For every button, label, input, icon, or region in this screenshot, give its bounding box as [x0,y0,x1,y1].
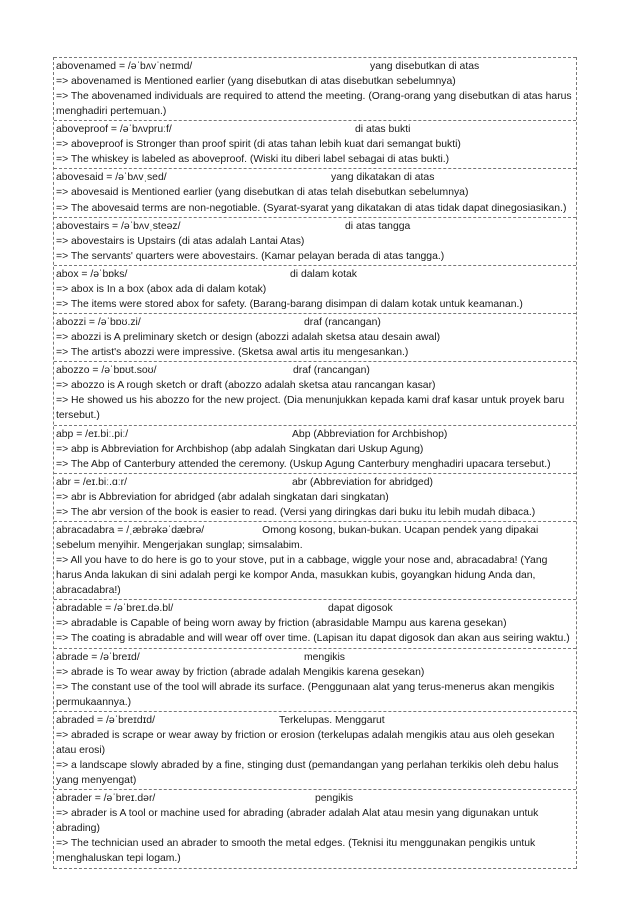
entry-example: => All you have to do here is go to your stove, put in a cabbage, wiggle your nose and, abracadabra! (Yang harus Anda lakukan di sini adalah pergi ke kompor Anda, masukkan kubis, goyangkan hidung Anda dan, abracadabra!) [56,555,548,597]
entry-meaning: yang dikatakan di atas [331,172,435,184]
entry-meaning: abr (Abbreviation for abridged) [292,476,433,488]
entry-word: abrader = /əˈbreɪ.dər/ [56,793,156,805]
entry-example: => The artist's abozzi were impressive. (Sketsa awal artis itu mengesankan.) [56,347,409,359]
entry-example: => The abr version of the book is easier to read. (Versi yang diringkas dari buku itu lebih mudah dibaca.) [56,506,536,518]
entry-definition: => abovesaid is Mentioned earlier (yang disebutkan di atas telah disebutkan sebelumnya) [56,187,469,199]
entry-abovesaid [54,168,576,216]
entry-word: abovenamed = /əˈbʌvˈneɪmd/ [56,61,193,72]
entry-abp [54,425,576,473]
entry-abox [54,265,576,313]
entry-example: => The servants' quarters were abovestairs. (Kamar pelayan berada di atas tangga.) [56,250,445,262]
entry-example: => The abovenamed individuals are required to attend the meeting. (Orang-orang yang disebutkan di atas harus menghadiri pertemuan.) [56,91,572,118]
entry-abozzi [54,313,576,361]
entry-word: abovestairs = /əˈbʌvˌsteəz/ [56,220,181,232]
entry-word: abracadabra = /ˌæbrəkəˈdæbrə/ [56,524,205,536]
entry-meaning: di dalam kotak [290,268,357,280]
entry-example: => The coating is abradable and will wear off over time. (Lapisan itu dapat digosok dan akan aus seiring waktu.) [56,633,570,645]
entry-definition: => abrade is To wear away by friction (abrade adalah Mengikis karena gesekan) [56,666,425,678]
entry-abracadabra [54,521,576,599]
entry-meaning: pengikis [315,793,354,805]
entry-definition: => abraded is scrape or wear away by friction or erosion (terkelupas adalah mengikis atau aus oleh gesekan atau erosi) [56,729,555,756]
entry-word: abozzo = /əˈbɒʊt.soʊ/ [56,365,157,377]
entry-definition: => abp is Abbreviation for Archbishop (abp adalah Singkatan dari Uskup Agung) [56,443,424,455]
entry-abraded [54,711,576,789]
entry-meaning: yang disebutkan di atas [370,61,480,72]
entry-example: => The Abp of Canterbury attended the ceremony. (Uskup Agung Canterbury menghadiri upacara tersebut.) [56,458,551,470]
entry-word: abr = /eɪ.biː.ɑːr/ [56,476,127,488]
entry-example: => The items were stored abox for safety. (Barang-barang disimpan di dalam kotak untuk keamanan.) [56,298,523,310]
entry-abradable [54,599,576,647]
entry-word: abrade = /əˈbreɪd/ [56,651,140,663]
entry-meaning: di atas tangga [345,220,411,232]
entry-definition: => abozzo is A rough sketch or draft (abozzo adalah sketsa atau rancangan kasar) [56,380,436,392]
entry-definition: => aboveproof is Stronger than proof spirit (di atas tahan lebih kuat dari semangat bukti) [56,139,461,151]
entry-word: abradable = /əˈbreɪ.də.bl/ [56,603,174,615]
entry-word: abox = /əˈbɒks/ [56,268,128,280]
entry-word: abp = /eɪ.biː.piː/ [56,428,129,440]
entry-definition: => abr is Abbreviation for abridged (abr adalah singkatan dari singkatan) [56,491,389,503]
entry-abozzo [54,361,576,424]
entry-definition: => abozzi is A preliminary sketch or design (abozzi adalah sketsa atau desain awal) [56,332,441,344]
entry-abovenamed [54,57,576,120]
entry-abr [54,473,576,521]
entry-example: => The whiskey is labeled as aboveproof. (Wiski itu diberi label sebagai di atas bukti.) [56,154,450,166]
entry-word: abovesaid = /əˈbʌvˌsed/ [56,172,167,184]
entry-definition: => abovenamed is Mentioned earlier (yang disebutkan di atas disebutkan sebelumnya) [56,76,456,87]
entry-example: => a landscape slowly abraded by a fine, stinging dust (pemandangan yang perlahan terkikis oleh debu halus yang menyengat) [56,760,559,787]
entry-definition: => abrader is A tool or machine used for abrading (abrader adalah Alat atau mesin yang digunakan untuk abrading) [56,808,539,835]
entry-example: => He showed us his abozzo for the new project. (Dia menunjukkan kepada kami draf kasar untuk proyek baru tersebut.) [56,395,565,422]
entry-abrade [54,648,576,711]
entry-example: => The abovesaid terms are non-negotiable. (Syarat-syarat yang dikatakan di atas tidak dapat dinegosiasikan.) [56,202,567,214]
entry-meaning: di atas bukti [355,124,411,136]
entry-definition: => abox is In a box (abox ada di dalam kotak) [56,283,267,295]
entry-definition: => abovestairs is Upstairs (di atas adalah Lantai Atas) [56,235,305,247]
entry-aboveproof [54,120,576,168]
entry-meaning: Terkelupas. Menggarut [279,714,385,726]
dictionary-list [53,57,577,869]
entry-word: abozzi = /əˈbɒʊ.zi/ [56,317,141,329]
entry-meaning: draf (rancangan) [293,365,370,377]
entry-meaning: draf (rancangan) [304,317,381,329]
entry-meaning: dapat digosok [328,603,393,615]
entry-example: => The technician used an abrader to smooth the metal edges. (Teknisi itu menggunakan pengikis untuk menghaluskan tepi logam.) [56,838,536,865]
entry-meaning: mengikis [304,651,345,663]
entry-word: aboveproof = /əˈbʌvpruːf/ [56,124,172,136]
entry-definition: => abradable is Capable of being worn away by friction (abrasidable Mampu aus karena gesekan) [56,618,507,630]
entry-meaning: Omong kosong, bukan-bukan. Ucapan pendek yang dipakai sebelum menyihir. Mengerjakan sunglap; simsalabim. [56,524,539,551]
entry-meaning: Abp (Abbreviation for Archbishop) [292,428,448,440]
entry-example: => The constant use of the tool will abrade its surface. (Penggunaan alat yang terus-menerus akan mengikis permukaannya.) [56,681,555,708]
entry-abrader [54,789,576,868]
entry-abovestairs [54,217,576,265]
entry-word: abraded = /əˈbreɪdɪd/ [56,714,155,726]
